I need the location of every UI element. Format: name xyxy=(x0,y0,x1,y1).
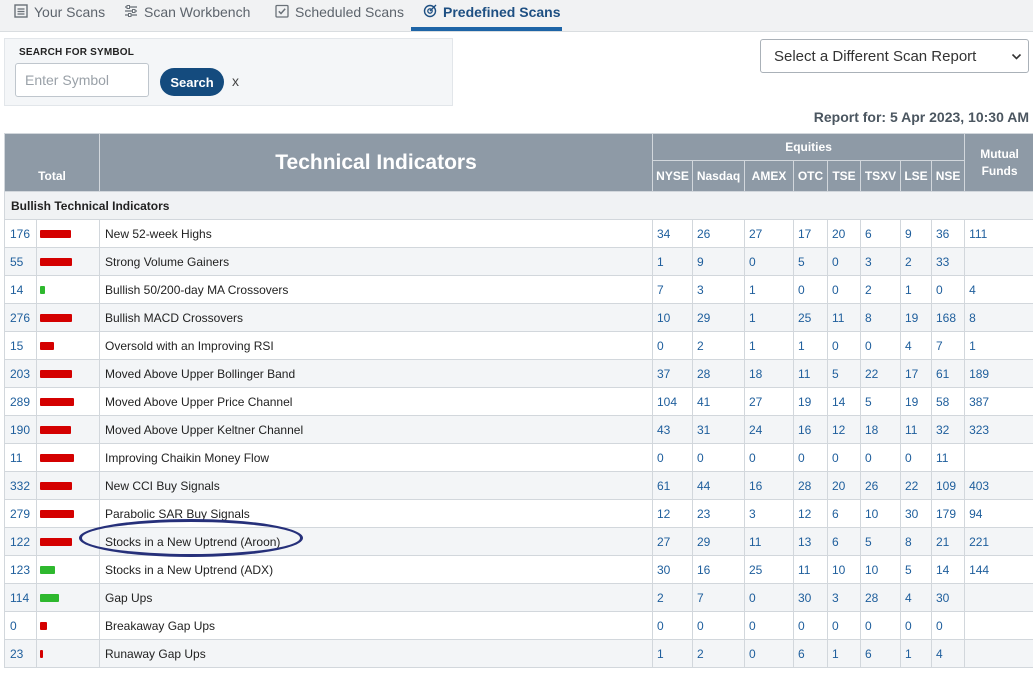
calendar-check-icon xyxy=(275,4,289,21)
exchange-count-link[interactable]: 31 xyxy=(693,416,745,444)
exchange-count-link[interactable]: 10 xyxy=(653,304,693,332)
exchange-count-link[interactable]: 30 xyxy=(901,500,932,528)
trend-bar xyxy=(40,342,54,350)
search-label: SEARCH FOR SYMBOL xyxy=(19,47,135,58)
mutual-funds-count-link[interactable]: 323 xyxy=(965,416,1033,444)
list-icon xyxy=(14,4,28,21)
exchange-count-link[interactable]: 12 xyxy=(653,500,693,528)
exchange-count-link[interactable]: 6 xyxy=(861,640,901,668)
trend-bar xyxy=(40,258,72,266)
scan-name-link[interactable]: Moved Above Upper Keltner Channel xyxy=(100,416,653,444)
section-title: Bullish Technical Indicators xyxy=(5,192,1033,220)
total-count-link[interactable]: 15 xyxy=(5,332,37,360)
trend-bar xyxy=(40,230,71,238)
exchange-count-link[interactable]: 29 xyxy=(693,304,745,332)
trend-bar-cell xyxy=(37,612,100,640)
exchange-count-link[interactable]: 25 xyxy=(745,556,794,584)
scan-tabs xyxy=(0,0,1033,32)
exchange-count-link[interactable]: 33 xyxy=(932,248,965,276)
exchange-count-link[interactable]: 3 xyxy=(693,276,745,304)
exchange-count-link[interactable]: 1 xyxy=(828,640,861,668)
exchange-count-link[interactable]: 6 xyxy=(861,220,901,248)
report-timestamp: Report for: 5 Apr 2023, 10:30 AM xyxy=(813,109,1029,125)
table-row xyxy=(5,276,1033,304)
exchange-count-link[interactable]: 104 xyxy=(653,388,693,416)
exchange-count-link[interactable]: 3 xyxy=(828,584,861,612)
exchange-count-link[interactable]: 0 xyxy=(693,612,745,640)
total-header: Total xyxy=(5,134,100,192)
exchange-count-link[interactable]: 0 xyxy=(861,444,901,472)
exchange-count-link[interactable]: 16 xyxy=(745,472,794,500)
table-row xyxy=(5,584,1033,612)
mutual-funds-count-link[interactable] xyxy=(965,248,1033,276)
exchange-count-link[interactable]: 0 xyxy=(745,444,794,472)
exchange-count-link[interactable]: 0 xyxy=(901,444,932,472)
mutual-funds-count-link[interactable]: 221 xyxy=(965,528,1033,556)
scan-report-select[interactable] xyxy=(760,39,1029,73)
trend-bar-cell xyxy=(37,556,100,584)
exchange-count-link[interactable]: 4 xyxy=(932,640,965,668)
exchange-count-link[interactable]: 0 xyxy=(861,612,901,640)
exchange-count-link[interactable]: 4 xyxy=(901,332,932,360)
exchange-count-link[interactable]: 0 xyxy=(901,612,932,640)
tab-label: Scheduled Scans xyxy=(295,4,404,20)
exchange-count-link[interactable]: 1 xyxy=(901,276,932,304)
exchange-count-link[interactable]: 30 xyxy=(932,584,965,612)
exchange-count-link[interactable]: 11 xyxy=(745,528,794,556)
total-count-link[interactable]: 23 xyxy=(5,640,37,668)
total-count-link[interactable]: 190 xyxy=(5,416,37,444)
mutual-funds-count-link[interactable]: 4 xyxy=(965,276,1033,304)
mutual-funds-count-link[interactable]: 403 xyxy=(965,472,1033,500)
exchange-count-link[interactable]: 36 xyxy=(932,220,965,248)
trend-bar-cell xyxy=(37,640,100,668)
trend-bar-cell xyxy=(37,528,100,556)
clear-search-icon[interactable]: x xyxy=(232,73,239,89)
exchange-count-link[interactable]: 5 xyxy=(794,248,828,276)
exchange-count-link[interactable]: 6 xyxy=(794,640,828,668)
scan-name-link[interactable]: Improving Chaikin Money Flow xyxy=(100,444,653,472)
exchange-count-link[interactable]: 23 xyxy=(693,500,745,528)
exchange-count-link[interactable]: 2 xyxy=(901,248,932,276)
exchange-count-link[interactable]: 2 xyxy=(693,640,745,668)
mutual-funds-count-link[interactable]: 1 xyxy=(965,332,1033,360)
exchange-count-link[interactable]: 2 xyxy=(861,276,901,304)
scan-report-select-label: Select a Different Scan Report xyxy=(774,47,977,65)
exchange-count-link[interactable]: 16 xyxy=(794,416,828,444)
exchange-count-link[interactable]: 7 xyxy=(653,276,693,304)
scan-name-link[interactable]: Moved Above Upper Bollinger Band xyxy=(100,360,653,388)
exchange-header[interactable]: Nasdaq xyxy=(693,161,745,192)
scan-results-table xyxy=(4,133,1033,668)
exchange-count-link[interactable]: 28 xyxy=(693,360,745,388)
exchange-count-link[interactable]: 9 xyxy=(901,220,932,248)
total-count-link[interactable]: 276 xyxy=(5,304,37,332)
trend-bar-cell xyxy=(37,584,100,612)
total-count-link[interactable]: 11 xyxy=(5,444,37,472)
exchange-count-link[interactable]: 1 xyxy=(653,640,693,668)
exchange-count-link[interactable]: 4 xyxy=(901,584,932,612)
exchange-count-link[interactable]: 0 xyxy=(653,612,693,640)
exchange-count-link[interactable]: 5 xyxy=(901,556,932,584)
exchange-count-link[interactable]: 10 xyxy=(828,556,861,584)
table-row xyxy=(5,640,1033,668)
table-row xyxy=(5,556,1033,584)
trend-bar-cell xyxy=(37,472,100,500)
equities-header: Equities xyxy=(653,134,965,161)
exchange-count-link[interactable]: 27 xyxy=(745,220,794,248)
exchange-count-link[interactable]: 1 xyxy=(745,304,794,332)
exchange-header[interactable]: OTC xyxy=(794,161,828,192)
trend-bar xyxy=(40,510,74,518)
exchange-count-link[interactable]: 5 xyxy=(861,528,901,556)
exchange-count-link[interactable]: 8 xyxy=(901,528,932,556)
trend-bar xyxy=(40,426,71,434)
exchange-count-link[interactable]: 3 xyxy=(745,500,794,528)
exchange-count-link[interactable]: 5 xyxy=(828,360,861,388)
exchange-count-link[interactable]: 0 xyxy=(828,276,861,304)
exchange-header[interactable]: TSXV xyxy=(861,161,901,192)
trend-bar xyxy=(40,286,45,294)
tab-label: Predefined Scans xyxy=(443,4,561,20)
tab-scan-workbench[interactable] xyxy=(124,0,250,31)
exchange-count-link[interactable]: 11 xyxy=(794,556,828,584)
table-row xyxy=(5,388,1033,416)
exchange-count-link[interactable]: 0 xyxy=(828,332,861,360)
exchange-count-link[interactable]: 0 xyxy=(932,276,965,304)
table-row xyxy=(5,304,1033,332)
exchange-count-link[interactable]: 10 xyxy=(861,500,901,528)
exchange-count-link[interactable]: 61 xyxy=(932,360,965,388)
exchange-header[interactable]: AMEX xyxy=(745,161,794,192)
trend-bar xyxy=(40,398,74,406)
exchange-count-link[interactable]: 3 xyxy=(861,248,901,276)
table-row xyxy=(5,472,1033,500)
exchange-count-link[interactable]: 27 xyxy=(745,388,794,416)
scan-name-link[interactable]: Strong Volume Gainers xyxy=(100,248,653,276)
mutual-funds-count-link[interactable]: 94 xyxy=(965,500,1033,528)
exchange-header[interactable]: NYSE xyxy=(653,161,693,192)
exchange-count-link[interactable]: 12 xyxy=(828,416,861,444)
trend-bar-cell xyxy=(37,332,100,360)
exchange-count-link[interactable]: 7 xyxy=(932,332,965,360)
scan-name-link[interactable]: Stocks in a New Uptrend (Aroon) xyxy=(100,528,653,556)
exchange-count-link[interactable]: 2 xyxy=(693,332,745,360)
total-count-link[interactable]: 114 xyxy=(5,584,37,612)
table-row xyxy=(5,612,1033,640)
trend-bar-cell xyxy=(37,388,100,416)
exchange-count-link[interactable]: 37 xyxy=(653,360,693,388)
target-icon xyxy=(423,4,437,21)
exchange-count-link[interactable]: 0 xyxy=(693,444,745,472)
exchange-count-link[interactable]: 0 xyxy=(745,248,794,276)
exchange-count-link[interactable]: 61 xyxy=(653,472,693,500)
total-count-link[interactable]: 0 xyxy=(5,612,37,640)
exchange-count-link[interactable]: 0 xyxy=(653,332,693,360)
exchange-count-link[interactable]: 14 xyxy=(932,556,965,584)
exchange-count-link[interactable]: 9 xyxy=(693,248,745,276)
exchange-count-link[interactable]: 14 xyxy=(828,388,861,416)
exchange-count-link[interactable]: 16 xyxy=(693,556,745,584)
trend-bar-cell xyxy=(37,248,100,276)
exchange-count-link[interactable]: 25 xyxy=(794,304,828,332)
mutual-funds-count-link[interactable] xyxy=(965,584,1033,612)
scan-name-link[interactable]: Breakaway Gap Ups xyxy=(100,612,653,640)
exchange-count-link[interactable]: 1 xyxy=(745,332,794,360)
symbol-search-panel xyxy=(4,38,453,106)
exchange-count-link[interactable]: 1 xyxy=(745,276,794,304)
exchange-count-link[interactable]: 17 xyxy=(901,360,932,388)
total-count-link[interactable]: 289 xyxy=(5,388,37,416)
trend-bar xyxy=(40,314,72,322)
exchange-count-link[interactable]: 109 xyxy=(932,472,965,500)
tab-label: Your Scans xyxy=(34,4,106,20)
total-count-link[interactable]: 55 xyxy=(5,248,37,276)
trend-bar-cell xyxy=(37,276,100,304)
tab-label: Scan Workbench xyxy=(144,4,251,20)
mutual-funds-count-link[interactable]: 387 xyxy=(965,388,1033,416)
symbol-search-input[interactable] xyxy=(15,63,149,97)
total-count-link[interactable]: 122 xyxy=(5,528,37,556)
table-row xyxy=(5,360,1033,388)
trend-bar-cell xyxy=(37,220,100,248)
trend-bar-cell xyxy=(37,500,100,528)
exchange-count-link[interactable]: 8 xyxy=(861,304,901,332)
exchange-count-link[interactable]: 24 xyxy=(745,416,794,444)
exchange-count-link[interactable]: 0 xyxy=(794,612,828,640)
total-count-link[interactable]: 14 xyxy=(5,276,37,304)
exchange-count-link[interactable]: 22 xyxy=(861,360,901,388)
scan-name-link[interactable]: Bullish 50/200-day MA Crossovers xyxy=(100,276,653,304)
scan-name-link[interactable]: New CCI Buy Signals xyxy=(100,472,653,500)
exchange-count-link[interactable]: 41 xyxy=(693,388,745,416)
exchange-count-link[interactable]: 19 xyxy=(901,388,932,416)
trend-bar xyxy=(40,538,72,546)
trend-bar-cell xyxy=(37,416,100,444)
mutual-funds-count-link[interactable] xyxy=(965,444,1033,472)
exchange-count-link[interactable]: 28 xyxy=(794,472,828,500)
exchange-count-link[interactable]: 20 xyxy=(828,220,861,248)
scan-name-link[interactable]: New 52-week Highs xyxy=(100,220,653,248)
exchange-count-link[interactable]: 11 xyxy=(828,304,861,332)
exchange-count-link[interactable]: 19 xyxy=(901,304,932,332)
exchange-count-link[interactable]: 179 xyxy=(932,500,965,528)
exchange-count-link[interactable]: 168 xyxy=(932,304,965,332)
mutual-funds-count-link[interactable]: 189 xyxy=(965,360,1033,388)
exchange-count-link[interactable]: 1 xyxy=(794,332,828,360)
exchange-count-link[interactable]: 26 xyxy=(693,220,745,248)
exchange-count-link[interactable]: 1 xyxy=(901,640,932,668)
exchange-count-link[interactable]: 18 xyxy=(745,360,794,388)
exchange-count-link[interactable]: 0 xyxy=(828,444,861,472)
exchange-count-link[interactable]: 19 xyxy=(794,388,828,416)
scan-name-link[interactable]: Parabolic SAR Buy Signals xyxy=(100,500,653,528)
table-row xyxy=(5,332,1033,360)
total-count-link[interactable]: 203 xyxy=(5,360,37,388)
scan-name-link[interactable]: Moved Above Upper Price Channel xyxy=(100,388,653,416)
exchange-count-link[interactable]: 43 xyxy=(653,416,693,444)
trend-bar xyxy=(40,594,59,602)
trend-bar xyxy=(40,650,43,658)
trend-bar xyxy=(40,566,55,574)
exchange-header[interactable]: NSE xyxy=(932,161,965,192)
table-row xyxy=(5,248,1033,276)
mutual-funds-count-link[interactable]: 144 xyxy=(965,556,1033,584)
exchange-count-link[interactable]: 13 xyxy=(794,528,828,556)
exchange-count-link[interactable]: 0 xyxy=(794,276,828,304)
exchange-count-link[interactable]: 0 xyxy=(861,332,901,360)
mutual-funds-count-link[interactable]: 111 xyxy=(965,220,1033,248)
scan-name-link[interactable]: Stocks in a New Uptrend (ADX) xyxy=(100,556,653,584)
exchange-count-link[interactable]: 18 xyxy=(861,416,901,444)
table-row xyxy=(5,416,1033,444)
exchange-count-link[interactable]: 0 xyxy=(653,444,693,472)
exchange-count-link[interactable]: 6 xyxy=(828,500,861,528)
mutual-funds-count-link[interactable] xyxy=(965,612,1033,640)
section-header-row xyxy=(5,192,1033,220)
exchange-count-link[interactable]: 12 xyxy=(794,500,828,528)
exchange-count-link[interactable]: 29 xyxy=(693,528,745,556)
exchange-count-link[interactable]: 58 xyxy=(932,388,965,416)
exchange-count-link[interactable]: 30 xyxy=(794,584,828,612)
mutual-funds-count-link[interactable] xyxy=(965,640,1033,668)
exchange-header[interactable]: TSE xyxy=(828,161,861,192)
tab-your-scans[interactable] xyxy=(14,0,105,31)
trend-bar xyxy=(40,622,47,630)
exchange-count-link[interactable]: 5 xyxy=(861,388,901,416)
exchange-count-link[interactable]: 0 xyxy=(745,584,794,612)
exchange-count-link[interactable]: 0 xyxy=(828,248,861,276)
exchange-count-link[interactable]: 0 xyxy=(828,612,861,640)
scan-name-link[interactable]: Runaway Gap Ups xyxy=(100,640,653,668)
exchange-count-link[interactable]: 7 xyxy=(693,584,745,612)
exchange-count-link[interactable]: 11 xyxy=(794,360,828,388)
exchange-count-link[interactable]: 28 xyxy=(861,584,901,612)
table-row xyxy=(5,220,1033,248)
exchange-count-link[interactable]: 11 xyxy=(901,416,932,444)
mutual-funds-header: Mutual Funds xyxy=(965,134,1033,192)
table-row xyxy=(5,444,1033,472)
exchange-header[interactable]: LSE xyxy=(901,161,932,192)
exchange-count-link[interactable]: 44 xyxy=(693,472,745,500)
total-count-link[interactable]: 176 xyxy=(5,220,37,248)
trend-bar xyxy=(40,454,74,462)
table-row xyxy=(5,500,1033,528)
exchange-count-link[interactable]: 26 xyxy=(861,472,901,500)
table-row xyxy=(5,528,1033,556)
exchange-count-link[interactable]: 6 xyxy=(828,528,861,556)
exchange-count-link[interactable]: 27 xyxy=(653,528,693,556)
exchange-count-link[interactable]: 30 xyxy=(653,556,693,584)
exchange-count-link[interactable]: 17 xyxy=(794,220,828,248)
exchange-count-link[interactable]: 21 xyxy=(932,528,965,556)
exchange-count-link[interactable]: 0 xyxy=(932,612,965,640)
total-count-link[interactable]: 332 xyxy=(5,472,37,500)
exchange-count-link[interactable]: 20 xyxy=(828,472,861,500)
tab-scheduled-scans[interactable] xyxy=(275,0,404,31)
active-tab-indicator xyxy=(411,27,562,31)
exchange-count-link[interactable]: 2 xyxy=(653,584,693,612)
sliders-icon xyxy=(124,4,138,21)
exchange-count-link[interactable]: 10 xyxy=(861,556,901,584)
exchange-count-link[interactable]: 32 xyxy=(932,416,965,444)
total-count-link[interactable]: 123 xyxy=(5,556,37,584)
trend-bar-cell xyxy=(37,360,100,388)
exchange-count-link[interactable]: 1 xyxy=(653,248,693,276)
scan-name-link[interactable]: Oversold with an Improving RSI xyxy=(100,332,653,360)
scan-name-link[interactable]: Gap Ups xyxy=(100,584,653,612)
trend-bar xyxy=(40,370,72,378)
search-button[interactable]: Search xyxy=(160,68,224,96)
trend-bar-cell xyxy=(37,304,100,332)
mutual-funds-count-link[interactable]: 8 xyxy=(965,304,1033,332)
exchange-count-link[interactable]: 34 xyxy=(653,220,693,248)
trend-bar xyxy=(40,482,72,490)
chevron-down-icon xyxy=(1011,47,1022,65)
technical-indicators-header: Technical Indicators xyxy=(100,134,653,192)
total-count-link[interactable]: 279 xyxy=(5,500,37,528)
trend-bar-cell xyxy=(37,444,100,472)
exchange-count-link[interactable]: 0 xyxy=(745,640,794,668)
exchange-count-link[interactable]: 11 xyxy=(932,444,965,472)
exchange-count-link[interactable]: 22 xyxy=(901,472,932,500)
scan-name-link[interactable]: Bullish MACD Crossovers xyxy=(100,304,653,332)
exchange-count-link[interactable]: 0 xyxy=(794,444,828,472)
exchange-count-link[interactable]: 0 xyxy=(745,612,794,640)
